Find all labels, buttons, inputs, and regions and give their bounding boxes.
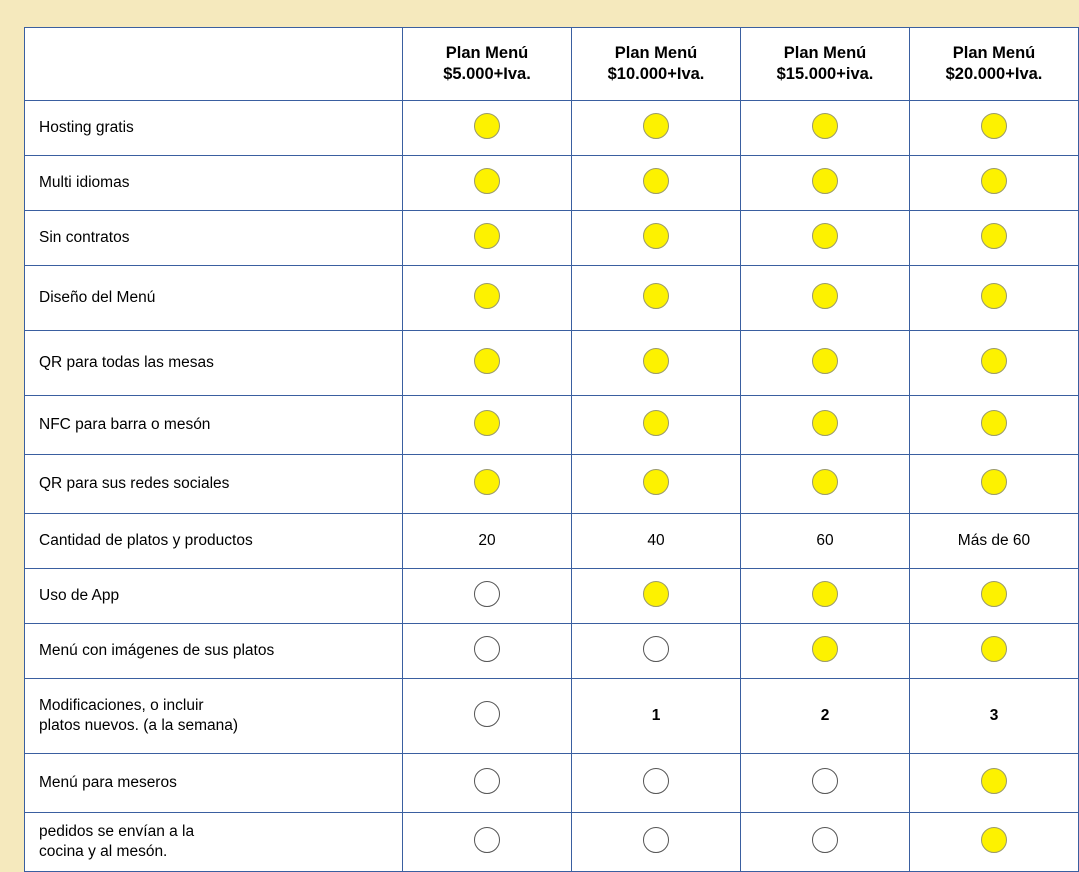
- feature-label-line1: Hosting gratis: [39, 118, 134, 136]
- feature-label: [25, 101, 403, 156]
- filled-circle-icon: [812, 348, 838, 374]
- included-dot-cell: [741, 101, 910, 156]
- feature-label-line2: platos nuevos. (a la semana): [39, 717, 239, 734]
- filled-circle-icon: [812, 168, 838, 194]
- filled-circle-icon: [981, 168, 1007, 194]
- feature-label-line2: cocina y al mesón.: [39, 843, 168, 860]
- feature-label: [25, 569, 403, 624]
- filled-circle-icon: [643, 410, 669, 436]
- included-dot-cell: [572, 396, 741, 455]
- table-row: [25, 679, 1079, 754]
- feature-label-line1: Modificaciones, o incluir: [39, 696, 204, 714]
- included-dot-cell: [403, 396, 572, 455]
- value-cell: [910, 514, 1079, 569]
- filled-circle-icon: [812, 469, 838, 495]
- filled-circle-icon: [474, 223, 500, 249]
- filled-circle-icon: [812, 581, 838, 607]
- included-dot-cell: [910, 569, 1079, 624]
- table-row: [25, 514, 1079, 569]
- plan-header-4: [910, 28, 1079, 101]
- feature-label: [25, 624, 403, 679]
- included-dot-cell: [910, 211, 1079, 266]
- filled-circle-icon: [981, 469, 1007, 495]
- filled-circle-icon: [643, 581, 669, 607]
- cell-value: 3: [989, 707, 999, 724]
- feature-label-line1: Diseño del Menú: [39, 288, 156, 306]
- filled-circle-icon: [981, 223, 1007, 249]
- feature-label-line1: Multi idiomas: [39, 173, 130, 191]
- table-row: [25, 396, 1079, 455]
- feature-column-header: [25, 28, 403, 101]
- cell-value: 40: [647, 532, 665, 549]
- filled-circle-icon: [474, 469, 500, 495]
- table-row: [25, 156, 1079, 211]
- included-dot-cell: [572, 101, 741, 156]
- plan-price-4: $20.000+Iva.: [945, 65, 1043, 83]
- included-dot-cell: [403, 156, 572, 211]
- included-dot-cell: [741, 331, 910, 396]
- included-dot-cell: [741, 266, 910, 331]
- plan-price-2: $10.000+Iva.: [607, 65, 705, 83]
- value-cell: [741, 679, 910, 754]
- included-dot-cell: [910, 101, 1079, 156]
- feature-label: [25, 266, 403, 331]
- feature-label: [25, 514, 403, 569]
- plan-header-2: [572, 28, 741, 101]
- filled-circle-icon: [643, 348, 669, 374]
- empty-circle-icon: [474, 581, 500, 607]
- plan-header-3: [741, 28, 910, 101]
- included-dot-cell: [910, 266, 1079, 331]
- cell-value: Más de 60: [957, 532, 1031, 549]
- filled-circle-icon: [474, 410, 500, 436]
- feature-label-line1: Menú con imágenes de sus platos: [39, 641, 275, 659]
- included-dot-cell: [741, 624, 910, 679]
- plan-name-3: Plan Menú: [783, 44, 867, 63]
- plan-price-3: $15.000+iva.: [776, 65, 874, 83]
- plan-name-1: Plan Menú: [445, 44, 529, 63]
- filled-circle-icon: [474, 113, 500, 139]
- table-row: [25, 813, 1079, 872]
- cell-value: 20: [478, 532, 496, 549]
- filled-circle-icon: [981, 636, 1007, 662]
- table-body: [25, 101, 1079, 872]
- filled-circle-icon: [812, 223, 838, 249]
- plan-name-4: Plan Menú: [952, 44, 1036, 63]
- table-header: [25, 28, 1079, 101]
- excluded-dot-cell: [572, 813, 741, 872]
- plan-price-1: $5.000+Iva.: [443, 65, 531, 83]
- value-cell: [741, 514, 910, 569]
- filled-circle-icon: [643, 168, 669, 194]
- value-cell: [910, 679, 1079, 754]
- empty-circle-icon: [643, 768, 669, 794]
- included-dot-cell: [910, 331, 1079, 396]
- filled-circle-icon: [474, 168, 500, 194]
- included-dot-cell: [572, 156, 741, 211]
- feature-label-line1: QR para sus redes sociales: [39, 474, 230, 492]
- filled-circle-icon: [474, 348, 500, 374]
- empty-circle-icon: [474, 827, 500, 853]
- empty-circle-icon: [474, 636, 500, 662]
- included-dot-cell: [910, 624, 1079, 679]
- feature-label-line1: Uso de App: [39, 586, 120, 604]
- feature-label-line1: QR para todas las mesas: [39, 353, 214, 371]
- cell-value: 2: [820, 707, 830, 724]
- filled-circle-icon: [643, 223, 669, 249]
- included-dot-cell: [910, 396, 1079, 455]
- cell-value: 60: [816, 532, 834, 549]
- included-dot-cell: [572, 266, 741, 331]
- feature-label: [25, 679, 403, 754]
- feature-label-line1: Cantidad de platos y productos: [39, 531, 253, 549]
- filled-circle-icon: [474, 283, 500, 309]
- filled-circle-icon: [981, 827, 1007, 853]
- table-row: [25, 211, 1079, 266]
- included-dot-cell: [403, 211, 572, 266]
- included-dot-cell: [741, 211, 910, 266]
- filled-circle-icon: [812, 410, 838, 436]
- cell-value: 1: [651, 707, 661, 724]
- table-row: [25, 266, 1079, 331]
- table-row: [25, 569, 1079, 624]
- filled-circle-icon: [643, 469, 669, 495]
- excluded-dot-cell: [741, 813, 910, 872]
- feature-label: [25, 396, 403, 455]
- included-dot-cell: [403, 266, 572, 331]
- filled-circle-icon: [981, 348, 1007, 374]
- empty-circle-icon: [474, 701, 500, 727]
- empty-circle-icon: [474, 768, 500, 794]
- feature-label-line1: Menú para meseros: [39, 773, 177, 791]
- plan-header-1: [403, 28, 572, 101]
- table-row: [25, 331, 1079, 396]
- excluded-dot-cell: [741, 754, 910, 813]
- feature-label: [25, 754, 403, 813]
- plan-comparison-table: [24, 27, 1079, 872]
- value-cell: [572, 679, 741, 754]
- table-row: [25, 624, 1079, 679]
- included-dot-cell: [403, 101, 572, 156]
- filled-circle-icon: [981, 581, 1007, 607]
- feature-label: [25, 211, 403, 266]
- table-row: [25, 754, 1079, 813]
- included-dot-cell: [910, 813, 1079, 872]
- header-row: [25, 28, 1079, 101]
- filled-circle-icon: [812, 283, 838, 309]
- filled-circle-icon: [981, 410, 1007, 436]
- table-row: [25, 101, 1079, 156]
- excluded-dot-cell: [403, 679, 572, 754]
- included-dot-cell: [403, 331, 572, 396]
- filled-circle-icon: [643, 113, 669, 139]
- filled-circle-icon: [981, 283, 1007, 309]
- included-dot-cell: [741, 455, 910, 514]
- included-dot-cell: [910, 754, 1079, 813]
- excluded-dot-cell: [403, 624, 572, 679]
- filled-circle-icon: [812, 636, 838, 662]
- empty-circle-icon: [812, 827, 838, 853]
- included-dot-cell: [741, 396, 910, 455]
- excluded-dot-cell: [572, 624, 741, 679]
- feature-label: [25, 813, 403, 872]
- filled-circle-icon: [812, 113, 838, 139]
- excluded-dot-cell: [572, 754, 741, 813]
- value-cell: [403, 514, 572, 569]
- included-dot-cell: [572, 455, 741, 514]
- feature-label-line1: pedidos se envían a la: [39, 822, 195, 840]
- included-dot-cell: [572, 331, 741, 396]
- filled-circle-icon: [981, 113, 1007, 139]
- filled-circle-icon: [643, 283, 669, 309]
- filled-circle-icon: [981, 768, 1007, 794]
- feature-label: [25, 156, 403, 211]
- included-dot-cell: [741, 569, 910, 624]
- value-cell: [572, 514, 741, 569]
- excluded-dot-cell: [403, 569, 572, 624]
- included-dot-cell: [572, 211, 741, 266]
- included-dot-cell: [910, 156, 1079, 211]
- empty-circle-icon: [643, 827, 669, 853]
- excluded-dot-cell: [403, 754, 572, 813]
- feature-label-line1: Sin contratos: [39, 228, 130, 246]
- included-dot-cell: [403, 455, 572, 514]
- feature-label: [25, 331, 403, 396]
- plan-name-2: Plan Menú: [614, 44, 698, 63]
- included-dot-cell: [910, 455, 1079, 514]
- table-row: [25, 455, 1079, 514]
- excluded-dot-cell: [403, 813, 572, 872]
- empty-circle-icon: [812, 768, 838, 794]
- included-dot-cell: [741, 156, 910, 211]
- feature-label: [25, 455, 403, 514]
- feature-label-line1: NFC para barra o mesón: [39, 415, 211, 433]
- empty-circle-icon: [643, 636, 669, 662]
- included-dot-cell: [572, 569, 741, 624]
